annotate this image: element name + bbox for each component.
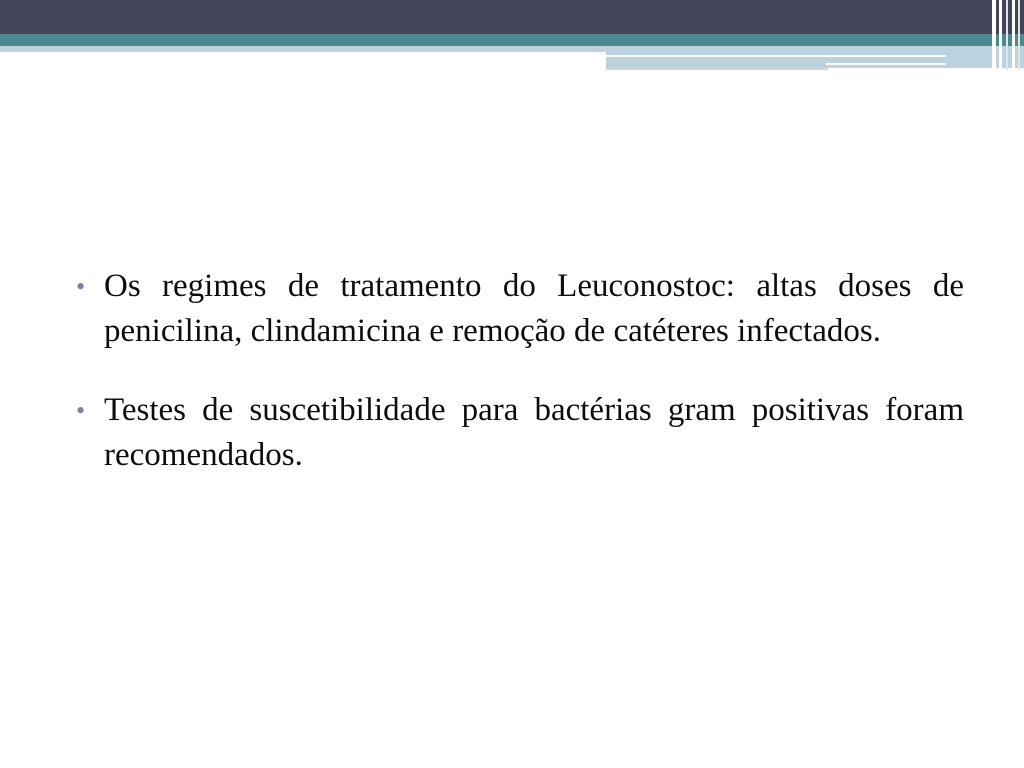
slide-content <box>76 264 964 512</box>
header-accent-line <box>606 68 828 70</box>
header-vertical-stripe <box>1018 0 1020 70</box>
bullet-dot-icon: • <box>76 272 86 301</box>
header-vertical-stripe <box>1012 0 1015 70</box>
header-accent-line <box>606 55 946 57</box>
bullet-item <box>76 388 964 478</box>
bullet-text: Os regimes de tratamento do Leuconostoc: altas doses de penicilina, clindamicina e remoção de catéteres infectados. <box>104 268 964 349</box>
header-light-band-left <box>0 46 606 52</box>
header-dark-band <box>0 0 1024 34</box>
slide-header-decoration <box>0 0 1024 80</box>
header-accent-line <box>826 63 946 65</box>
header-teal-band <box>0 34 1024 46</box>
header-vertical-stripe <box>992 0 996 70</box>
header-light-band-right <box>606 46 1024 68</box>
bullet-text: Testes de suscetibilidade para bactérias gram positivas foram recomendados. <box>104 392 964 473</box>
header-vertical-stripe <box>999 0 1002 70</box>
bullet-dot-icon: • <box>76 396 86 425</box>
bullet-list <box>76 264 964 478</box>
header-vertical-stripe <box>1006 0 1008 70</box>
bullet-item <box>76 264 964 354</box>
